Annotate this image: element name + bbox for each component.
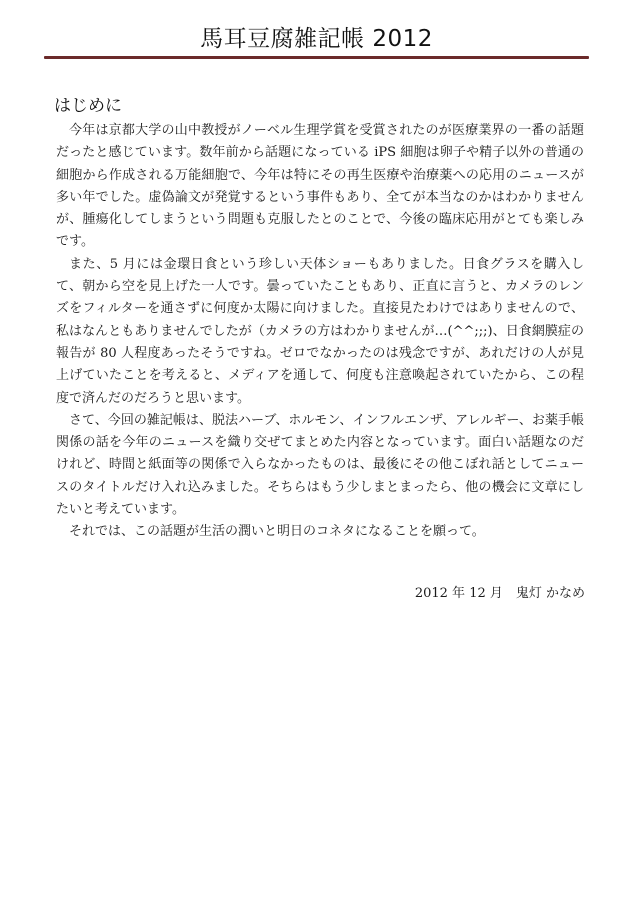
section-heading: はじめに <box>54 96 122 116</box>
paragraph: さて、今回の雑記帳は、脱法ハーブ、ホルモン、インフルエンザ、アレルギー、お薬手帳関係の話を今年のニュースを織り交ぜてまとめた内容となっています。面白い話題なのだけれど、時間と紙面等の関係で入らなかったものは、最後にその他こぼれ話としてニュースのタイトルだけ入れ込みました。そちらはもう少しまとまったら、他の機会に文章にしたいと考えています。 <box>56 412 584 518</box>
signature-line: 2012 年 12 月 鬼灯 かなめ <box>414 586 585 601</box>
title-underline <box>44 56 589 59</box>
paragraph: それでは、この話題が生活の潤いと明日のコネタになることを願って。 <box>69 524 485 540</box>
document-title: 馬耳豆腐雑記帳 2012 <box>200 26 433 52</box>
preface-body <box>56 120 584 544</box>
paragraph: 今年は京都大学の山中教授がノーベル生理学賞を受賞されたのが医療業界の一番の話題だったと感じています。数年前から話題になっている iPS 細胞は卵子や精子以外の普通の細胞から作成される万能細胞で、今年は特にその再生医療や治療薬への応用のニュースが多い年でした。虚偽論文が発覚するという事件もあり、全てが本当なのかはわかりませんが、腫瘍化してしまうという問題も克服したとのことで、今後の臨床応用がとても楽しみです。 <box>56 123 584 250</box>
paragraph: また、5 月には金環日食という珍しい天体ショーもありました。日食グラスを購入して、朝から空を見上げた一人です。曇っていたこともあり、正直に言うと、カメラのレンズをフィルターを通さずに何度か太陽に向けました。直接見たわけではありませんので、私はなんともありませんでしたが（カメラの方はわかりませんが…(^^;;;)、日食網膜症の報告が 80 人程度あったそうですね。ゼロでなかったのは残念ですが、あれだけの人が見上げていたことを考えると、メディアを通して、何度も注意喚起されていたから、この程度で済んだのだろうと思います。 <box>56 256 584 406</box>
